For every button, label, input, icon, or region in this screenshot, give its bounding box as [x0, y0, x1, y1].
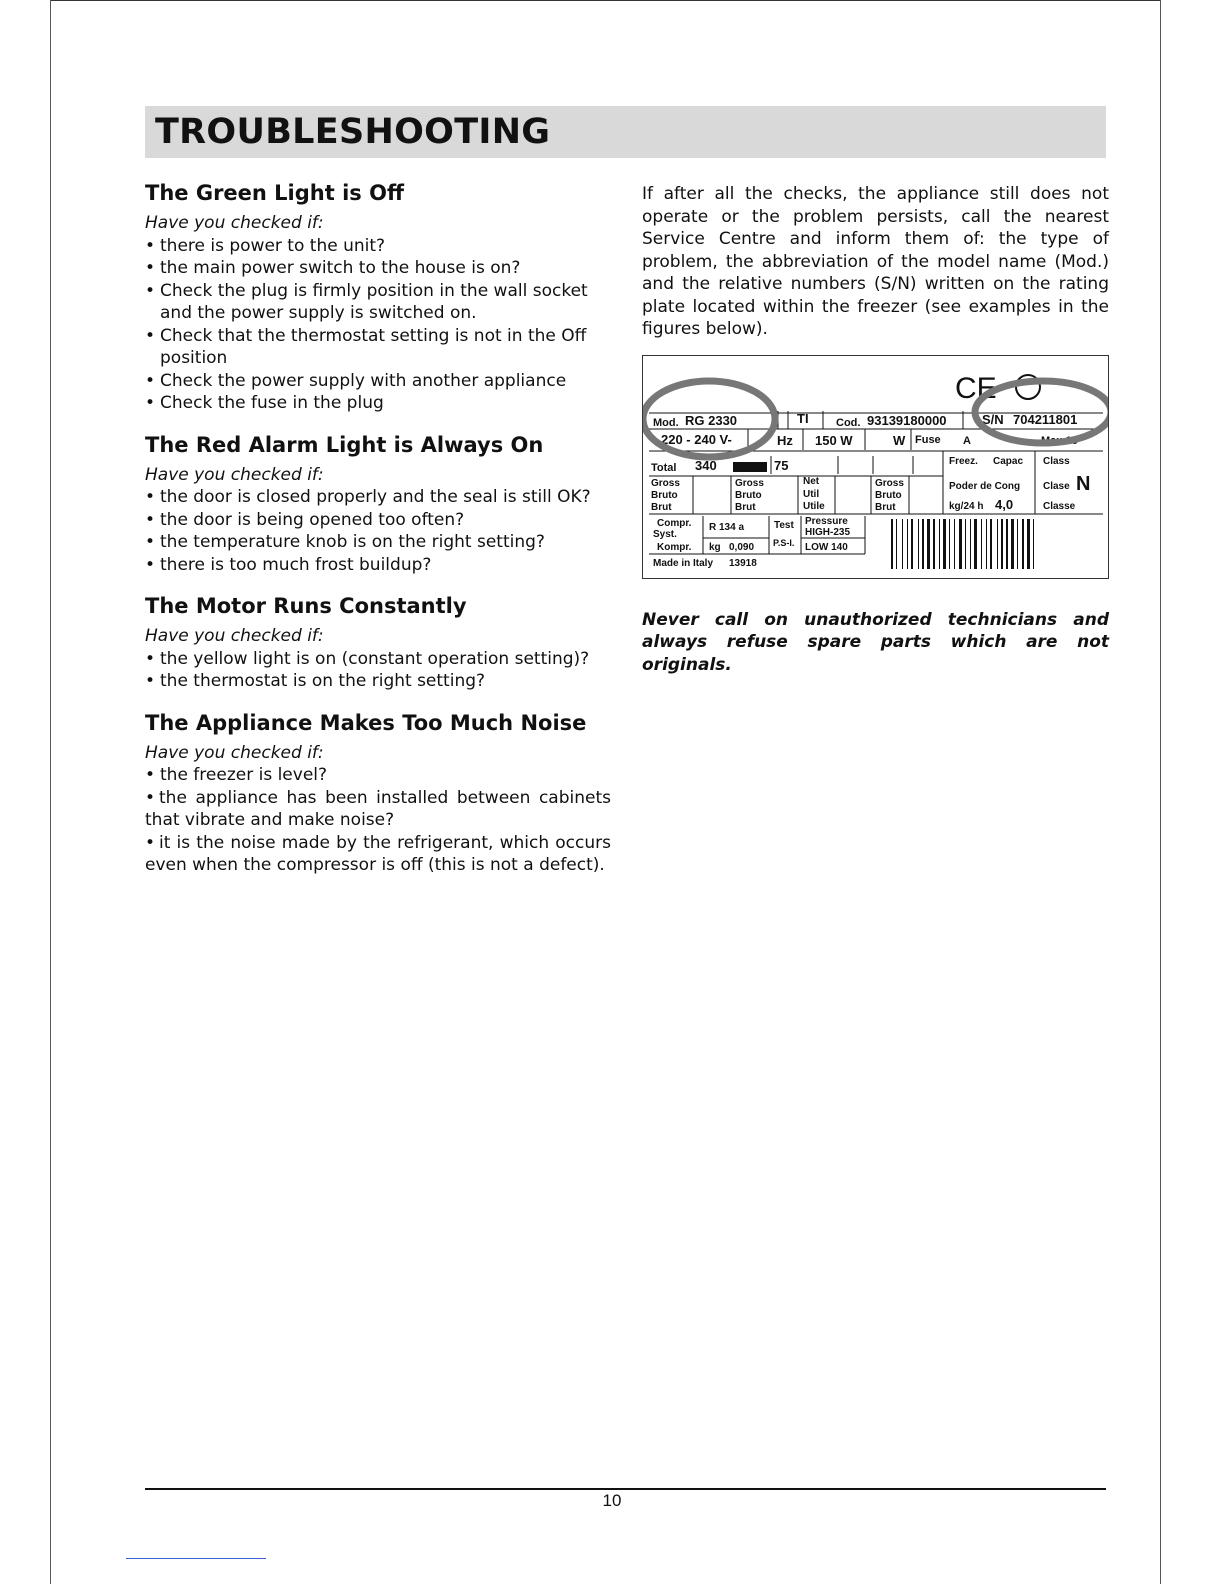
clase-label: Clase — [1043, 480, 1070, 492]
list-item: • the temperature knob is on the right setting? — [145, 531, 611, 554]
list-item: • Check that the thermostat setting is not in the Off position — [145, 325, 611, 370]
list-item: • the freezer is level? — [145, 764, 611, 787]
made-in-label: Made in Italy — [653, 557, 714, 569]
list-item: • there is too much frost buildup? — [145, 554, 611, 577]
left-column — [145, 178, 611, 892]
cod-label: Cod. — [836, 416, 861, 429]
psi-label: P.S-I. — [773, 537, 795, 548]
section-heading: The Appliance Makes Too Much Noise — [145, 710, 587, 735]
clase-value: N — [1076, 472, 1091, 495]
check-list — [145, 648, 611, 693]
ti-label: TI — [797, 410, 809, 426]
section-heading: The Red Alarm Light is Always On — [145, 432, 544, 457]
page-border-right — [1160, 0, 1161, 1584]
mod-label: Mod. — [653, 416, 679, 429]
check-list — [145, 764, 611, 877]
barcode — [891, 519, 1034, 569]
link-underline — [126, 1558, 266, 1559]
list-item: • there is power to the unit? — [145, 235, 611, 258]
list-item: • Check the plug is firmly position in the wall socket and the power supply is switched on. — [145, 280, 611, 325]
rating-plate — [643, 356, 1108, 578]
voltage: 220 - 240 V- — [661, 431, 732, 447]
classe-label: Classe — [1043, 500, 1076, 512]
utile-label: Utile — [803, 500, 825, 512]
star-value: 75 — [774, 457, 789, 473]
syst-label: Syst. — [653, 528, 677, 540]
brut-label-1: Brut — [651, 501, 672, 513]
kg24-value: 4,0 — [995, 496, 1014, 512]
list-item: • the main power switch to the house is on? — [145, 257, 611, 280]
fuse-label: Fuse — [915, 433, 941, 446]
rating-plate-figure — [642, 355, 1109, 579]
sn-value: 704211801 — [1013, 411, 1078, 427]
compr-label: Compr. — [657, 517, 692, 529]
warning-text: Never call on unauthorized technicians and always refuse spare parts which are not originals. — [642, 609, 1109, 675]
list-item: • the door is being opened too often? — [145, 509, 611, 532]
cod-value: 93139180000 — [867, 412, 947, 428]
pressure-high: HIGH-235 — [805, 526, 851, 538]
section-lead: Have you checked if: — [145, 742, 324, 763]
star-rating-icon — [733, 462, 767, 472]
capac-label: Capac — [993, 455, 1024, 467]
net-label: Net — [803, 475, 820, 487]
test-label: Test — [774, 519, 794, 531]
util-label: Util — [803, 488, 820, 500]
made-code: 13918 — [729, 557, 757, 569]
ce-mark: CE — [955, 371, 997, 405]
w-label: W — [893, 432, 906, 448]
section-lead: Have you checked if: — [145, 626, 324, 646]
section-heading: The Green Light is Off — [145, 181, 404, 205]
page-border-top — [50, 0, 1161, 1]
pressure-low: LOW 140 — [805, 541, 848, 553]
list-item: • Check the fuse in the plug — [145, 392, 611, 415]
poder-label: Poder de Cong — [949, 480, 1021, 492]
list-item: • it is the noise made by the refrigerant, which occurs even when the compressor is off (this is not a defect). — [145, 832, 611, 877]
kg-label: kg — [709, 541, 721, 553]
section-lead: Have you checked if: — [145, 213, 324, 233]
list-item: • the door is closed properly and the seal is still OK? — [145, 486, 611, 509]
page-border-left — [50, 0, 51, 1584]
brut-label-3: Brut — [875, 501, 896, 513]
mod-value: RG 2330 — [685, 412, 738, 428]
max-label: Max 15 — [1041, 434, 1078, 447]
kg24-label: kg/24 h — [949, 500, 984, 512]
check-list — [145, 486, 611, 576]
page-title: TROUBLESHOOTING — [155, 112, 551, 152]
kompr-label: Kompr. — [657, 541, 692, 553]
list-item: • the thermostat is on the right setting? — [145, 670, 611, 693]
sn-label: S/N — [982, 411, 1004, 427]
gross-label-1: Gross — [651, 477, 680, 489]
check-list — [145, 235, 611, 415]
list-item: • the appliance has been installed between cabinets that vibrate and make noise? — [145, 787, 611, 832]
brut-label-2: Brut — [735, 501, 756, 513]
kg-value: 0,090 — [729, 541, 755, 553]
gross-label-2: Gross — [735, 477, 764, 489]
bruto-label-3: Bruto — [875, 489, 902, 501]
list-item: • the yellow light is on (constant operation setting)? — [145, 648, 611, 671]
section-motor-runs — [145, 591, 611, 693]
gross-label-3: Gross — [875, 477, 904, 489]
total-value: 340 — [695, 457, 717, 473]
bruto-label-2: Bruto — [735, 489, 762, 501]
service-intro: If after all the checks, the appliance still does not operate or the problem persists, call the nearest Service Centre and inform them of: the type of problem, the abbreviation of the model name (Mod.) and the relative numbers (S/N) written on the rating plate located within the freezer (see examples in the figures below). — [642, 184, 1109, 339]
right-column — [642, 183, 1109, 676]
hz-label: Hz — [777, 432, 793, 448]
total-label: Total — [651, 461, 677, 474]
footer-rule — [145, 1488, 1106, 1490]
amp-label: A — [963, 434, 971, 447]
watts: 150 W — [815, 432, 853, 448]
title-bar — [145, 106, 1106, 158]
bruto-label-1: Bruto — [651, 489, 678, 501]
page-number: 10 — [602, 1491, 622, 1510]
section-red-alarm — [145, 430, 611, 577]
list-item: • Check the power supply with another appliance — [145, 370, 611, 393]
pressure-label: Pressure — [805, 515, 848, 527]
refrigerant: R 134 a — [709, 521, 745, 533]
section-noise — [145, 708, 611, 877]
class-label: Class — [1043, 455, 1070, 467]
section-green-light — [145, 178, 611, 415]
freez-label: Freez. — [949, 455, 978, 467]
section-lead: Have you checked if: — [145, 464, 324, 485]
section-heading: The Motor Runs Constantly — [145, 594, 467, 618]
